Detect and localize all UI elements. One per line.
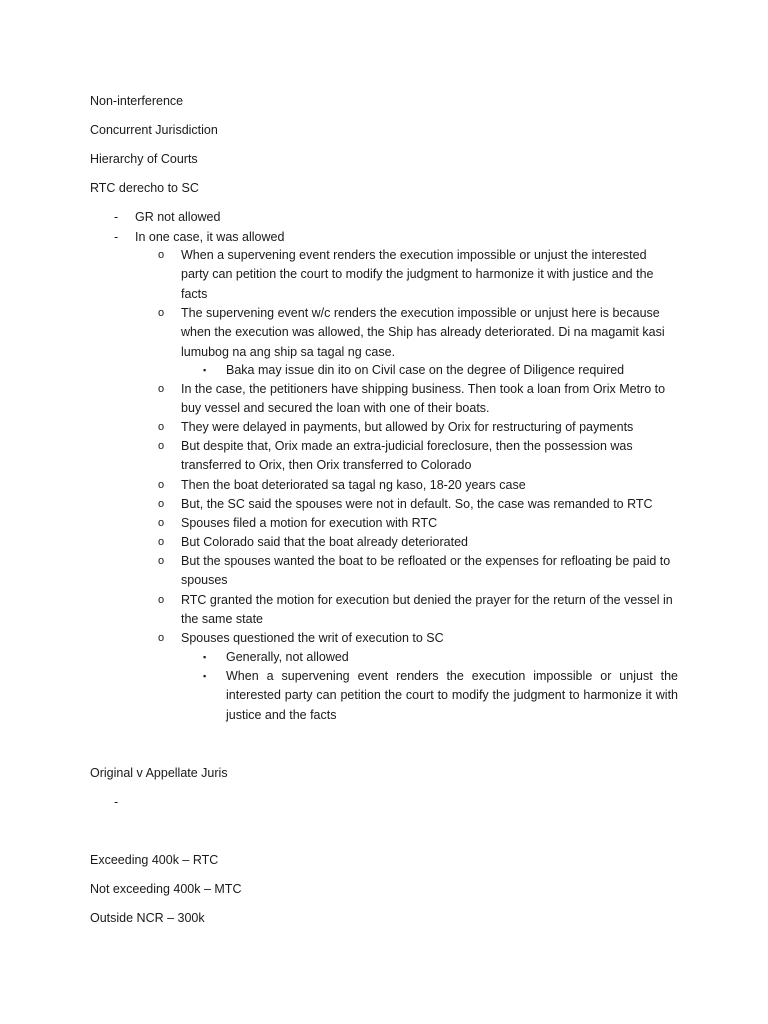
sub-list-item-text: In the case, the petitioners have shipping business. Then took a loan from Orix Metro to buy vessel and secured the loan with one of their boats. — [181, 382, 666, 416]
sub-list-item-text: Spouses questioned the writ of execution to SC — [181, 631, 444, 645]
heading-non-interference: Non-interference — [90, 94, 184, 108]
circle-bullet: o — [158, 498, 165, 510]
sub-list-item — [158, 533, 678, 552]
list-item-text: In one case, it was allowed — [135, 230, 285, 244]
circle-bullet: o — [158, 249, 165, 261]
sub-list-item — [158, 437, 678, 476]
sub-list-item-text: But despite that, Orix made an extra-judicial foreclosure, then the possession was transferred to Orix, then Orix transferred to Colorado — [181, 439, 633, 473]
sub-list-item-text: Then the boat deteriorated sa tagal ng kaso, 18-20 years case — [181, 478, 526, 492]
sub-list-item-text: Spouses filed a motion for execution with RTC — [181, 516, 438, 530]
square-bullet: ▪ — [203, 671, 207, 681]
sub-list-item — [158, 495, 678, 514]
heading-outside-ncr: Outside NCR – 300k — [90, 911, 205, 925]
dash-bullet: - — [114, 795, 119, 809]
sub-list-item — [158, 476, 678, 495]
sub-list-item — [158, 380, 678, 419]
sub-sub-list-item-text: When a supervening event renders the execution impossible or unjust the interested party can petition the court to modify the judgment to harmonize it with justice and the facts — [226, 669, 678, 722]
sub-list-item — [158, 246, 678, 304]
sub-list-item-text: RTC granted the motion for execution but denied the prayer for the return of the vessel in the same state — [181, 593, 673, 627]
circle-bullet: o — [158, 555, 165, 567]
sub-list-item — [158, 304, 678, 362]
sub-list-item-text: But the spouses wanted the boat to be refloated or the expenses for refloating be paid to spouses — [181, 554, 671, 588]
circle-bullet: o — [158, 632, 165, 644]
circle-bullet: o — [158, 594, 165, 606]
sub-list-item-text: But, the SC said the spouses were not in default. So, the case was remanded to RTC — [181, 497, 653, 511]
sub-list-item-text: They were delayed in payments, but allowed by Orix for restructuring of payments — [181, 420, 634, 434]
square-bullet: ▪ — [203, 365, 207, 375]
dash-bullet: - — [114, 230, 119, 244]
sub-list-item — [158, 552, 678, 591]
heading-exceeding-400k: Exceeding 400k – RTC — [90, 853, 219, 867]
circle-bullet: o — [158, 479, 165, 491]
sub-sub-list-item-text: Baka may issue din ito on Civil case on the degree of Diligence required — [226, 363, 625, 377]
circle-bullet: o — [158, 421, 165, 433]
sub-list-item — [158, 591, 678, 630]
list-item-text: GR not allowed — [135, 210, 221, 224]
circle-bullet: o — [158, 517, 165, 529]
sub-sub-list-item-text: Generally, not allowed — [226, 650, 349, 664]
circle-bullet: o — [158, 536, 165, 548]
heading-rtc-derecho: RTC derecho to SC — [90, 181, 199, 195]
sub-list-item — [158, 514, 678, 533]
heading-not-exceeding-400k: Not exceeding 400k – MTC — [90, 882, 242, 896]
circle-bullet: o — [158, 440, 165, 452]
sub-list-item-text: When a supervening event renders the execution impossible or unjust the interested party can petition the court to modify the judgment to harmonize it with justice and the facts — [181, 248, 654, 301]
sub-sub-list-item — [203, 648, 678, 667]
sub-sub-list-item — [203, 361, 678, 380]
sub-list-item-text: The supervening event w/c renders the execution impossible or unjust here is because when the execution was allowed, the Ship has already deteriorated. Di na magamit kasi lumubog na ang ship sa tagal ng case. — [181, 306, 665, 359]
sub-list-item-text: But Colorado said that the boat already deteriorated — [181, 535, 468, 549]
heading-concurrent-jurisdiction: Concurrent Jurisdiction — [90, 123, 218, 137]
dash-bullet: - — [114, 210, 119, 224]
sub-list-item — [158, 629, 678, 648]
circle-bullet: o — [158, 307, 165, 319]
heading-original-v-appellate: Original v Appellate Juris — [90, 766, 228, 780]
heading-hierarchy-of-courts: Hierarchy of Courts — [90, 152, 198, 166]
circle-bullet: o — [158, 383, 165, 395]
square-bullet: ▪ — [203, 652, 207, 662]
sub-sub-list-item — [203, 667, 678, 725]
sub-list-item — [158, 418, 678, 437]
